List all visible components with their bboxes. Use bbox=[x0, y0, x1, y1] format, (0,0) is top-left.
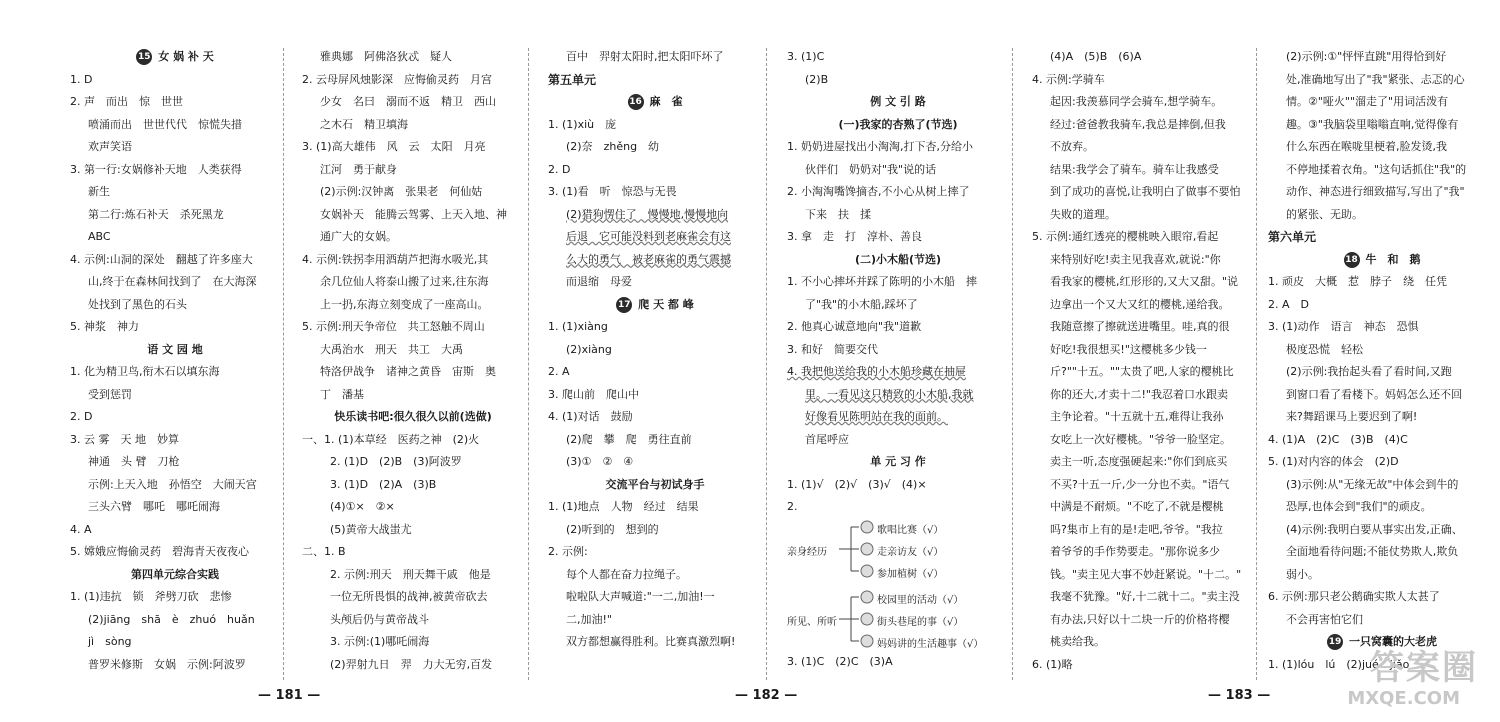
answer-line: 3. 示例:(1)哪吒闹海 bbox=[330, 635, 430, 648]
answer-line: 3. 第一行:女娲修补天地 人类获得 bbox=[70, 162, 242, 176]
answer-line: 了"我"的小木船,踩坏了 bbox=[805, 297, 918, 311]
section-title bbox=[787, 451, 1009, 474]
answer-line: 极度恐慌 轻松 bbox=[1286, 342, 1363, 356]
answer-line: 4. (1)A (2)C (3)B (4)C bbox=[1268, 432, 1408, 446]
answer-line: 你的还大,才卖十二!"我忍着口水跟卖 bbox=[1050, 387, 1228, 401]
answer-line: 女娲补天 能腾云驾雾、上天入地、神 bbox=[320, 207, 507, 221]
answer-line: 受到惩罚 bbox=[88, 387, 132, 401]
answer-line: 一位无所畏惧的战神,被黄帝砍去 bbox=[330, 590, 488, 603]
answer-line: 情。②"哑火""溜走了"用词活泼有 bbox=[1286, 95, 1449, 108]
answer-line: 神通 头 臂 刀枪 bbox=[88, 455, 180, 468]
answer-line: 5. 示例:刑天争帝位 共工怒触不周山 bbox=[302, 320, 485, 333]
page-number: — 182 — bbox=[735, 688, 798, 703]
answer-line: 3. (1)动作 语言 神态 恐惧 bbox=[1268, 320, 1419, 333]
section-title-text: (一)我家的杏熟了(节选) bbox=[838, 117, 958, 131]
unit-heading: 第六单元 bbox=[1268, 230, 1317, 244]
answer-column-2 bbox=[302, 46, 524, 676]
answer-line: 5. 嫦娥应悔偷灵药 碧海青天夜夜心 bbox=[70, 545, 249, 558]
lesson-number-badge: 16 bbox=[628, 94, 644, 110]
answer-line: 钱。"卖主见大事不妙赶紧说。"十二。" bbox=[1050, 567, 1242, 581]
answer-line: 处找到了黑色的石头 bbox=[88, 297, 187, 311]
answer-line: 好吃!我很想买!"这樱桃多少钱一 bbox=[1050, 342, 1207, 356]
answer-line: (2)B bbox=[805, 72, 829, 86]
answer-line: 2. bbox=[787, 500, 798, 513]
answer-line: 吗?集市上有的是!走吧,爷爷。"我拉 bbox=[1050, 522, 1223, 536]
answer-line: ABC bbox=[88, 230, 111, 243]
answer-line: 2. 示例: bbox=[548, 545, 588, 558]
answer-line: 1. 不小心摔坏并踩了陈明的小木船 摔 bbox=[787, 275, 977, 288]
lesson-number-badge: 17 bbox=[616, 297, 632, 313]
answer-line: 全面地看待问题;不能仗势欺人,欺负 bbox=[1286, 545, 1459, 558]
answer-line: 3. 和好 简要交代 bbox=[787, 342, 878, 356]
answer-line: 1. (1)xiàng bbox=[548, 320, 608, 333]
answer-line: 头颅后仍与黄帝战斗 bbox=[330, 612, 429, 626]
answer-line: (2)奈 zhěng 幼 bbox=[566, 140, 660, 153]
answer-line: 2. A D bbox=[1268, 297, 1309, 311]
answer-line: (2)示例:①"怦怦直跳"用得恰到好 bbox=[1286, 50, 1447, 63]
answer-line: 一、1. (1)本草经 医药之神 (2)火 bbox=[302, 432, 480, 446]
answer-line: 后退 它可能没料到老麻雀会有这 bbox=[566, 230, 731, 243]
answer-line: 的紧张、无助。 bbox=[1286, 207, 1363, 221]
section-title bbox=[70, 339, 280, 362]
answer-line: 之木石 精卫填海 bbox=[320, 117, 408, 131]
section-title bbox=[787, 249, 1009, 272]
answer-line: 2. 示例:刑天 刑天舞干戚 他是 bbox=[330, 567, 491, 581]
answer-line: 卖主一听,态度强硬起来:"你们到底买 bbox=[1050, 455, 1228, 468]
diagram-item: 参加植树（√） bbox=[877, 568, 944, 580]
answer-line: (2)jiāng shā è zhuó huǎn bbox=[88, 612, 255, 626]
diagram-group-label: 亲身经历 bbox=[787, 546, 827, 558]
person-icon bbox=[861, 521, 873, 533]
page-number: — 181 — bbox=[258, 688, 321, 703]
answer-line: 6. 示例:那只老公鹅确实欺人太甚了 bbox=[1268, 590, 1440, 603]
answer-line: 4. (1)对话 鼓励 bbox=[548, 410, 633, 423]
section-title bbox=[548, 294, 762, 317]
answer-line: 山,终于在森林间找到了 在大海深 bbox=[88, 275, 257, 288]
section-title bbox=[548, 91, 762, 114]
answer-line: 1. (1)地点 人物 经过 结果 bbox=[548, 500, 699, 513]
answer-line: 通广大的女娲。 bbox=[320, 230, 397, 243]
answer-line: 3. 拿 走 打 淳朴、善良 bbox=[787, 230, 922, 243]
answer-line: 2. (1)D (2)B (3)阿波罗 bbox=[330, 455, 462, 468]
lesson-number-badge: 19 bbox=[1327, 634, 1343, 650]
answer-line: 二,加油!" bbox=[566, 612, 612, 626]
answer-line: jì sòng bbox=[88, 635, 132, 648]
answer-line: 经过:爸爸教我骑车,我总是摔倒,但我 bbox=[1050, 117, 1226, 131]
answer-line: 主争论着。"十五就十五,难得让我孙 bbox=[1050, 410, 1224, 423]
section-title-text: (二)小木船(节选) bbox=[854, 252, 942, 266]
answer-line: 趣。③"我脑袋里嗡嗡直响,觉得像有 bbox=[1286, 117, 1459, 131]
answer-column-1 bbox=[70, 46, 280, 676]
answer-line: 不会再害怕它们 bbox=[1286, 612, 1363, 626]
answer-line: 看我家的樱桃,红形形的,又大又甜。"说 bbox=[1050, 275, 1239, 288]
answer-line: 每个人都在奋力拉绳子。 bbox=[566, 567, 687, 581]
answer-line: 1. 奶奶进屋找出小淘淘,打下杏,分给小 bbox=[787, 140, 973, 153]
diagram-item: 歌唱比赛（√） bbox=[877, 524, 944, 536]
answer-line: 女吃上一次好樱桃。"爷爷一脸坚定。 bbox=[1050, 432, 1232, 446]
answer-line: 1. (1)违抗 锁 斧劈刀砍 悲惨 bbox=[70, 590, 232, 603]
answer-line: 到窗口看了看楼下。妈妈怎么还不回 bbox=[1286, 387, 1462, 401]
answer-line: (2)羿射九日 羿 力大无穷,百发 bbox=[330, 657, 493, 671]
section-title bbox=[1268, 249, 1496, 272]
answer-line: 1. 化为精卫鸟,衔木石以填东海 bbox=[70, 365, 220, 378]
answer-line: 么大的勇气 被老麻雀的勇气震撼 bbox=[566, 252, 731, 266]
answer-line: 上一扔,东海立刻变成了一座高山。 bbox=[320, 297, 489, 311]
answer-line: 特洛伊战争 诸神之黄昏 宙斯 奥 bbox=[320, 365, 496, 378]
answer-line: 有办法,只好以十二块一斤的价格将樱 bbox=[1050, 612, 1230, 626]
answer-line: 少女 名曰 溺而不返 精卫 西山 bbox=[320, 95, 496, 108]
column-divider bbox=[1256, 48, 1257, 680]
answer-line: 动作、神态进行细致描写,写出了"我" bbox=[1286, 185, 1465, 198]
answer-line: 1. D bbox=[70, 72, 93, 86]
answer-line: 3. 云 雾 天 地 妙算 bbox=[70, 432, 179, 446]
diagram-item: 妈妈讲的生活趣事（√） bbox=[877, 638, 984, 650]
section-title bbox=[70, 46, 280, 69]
person-icon bbox=[861, 591, 873, 603]
answer-line: 来?舞蹈课马上要迟到了啊! bbox=[1286, 410, 1418, 423]
section-title-text: 例 文 引 路 bbox=[870, 95, 926, 108]
answer-line: 5. 神浆 神力 bbox=[70, 320, 139, 333]
answer-line: 2. A bbox=[548, 365, 570, 378]
answer-line: 3. (1)C bbox=[787, 50, 825, 63]
answer-line: 伙伴们 奶奶对"我"说的话 bbox=[805, 162, 937, 176]
answer-line: 1. (1)lóu lú (2)jué jiǎo bbox=[1268, 657, 1410, 671]
answer-line: 余几位仙人将泰山搬了过来,往东海 bbox=[320, 275, 489, 288]
answer-line: 2. D bbox=[548, 162, 571, 176]
answer-line: 4. 示例:铁拐李用酒葫芦把海水吸光,其 bbox=[302, 252, 489, 266]
answer-line: 百中 羿射太阳时,把太阳吓坏了 bbox=[566, 50, 724, 63]
section-title-text: 快乐读书吧:很久很久以前(选做) bbox=[334, 410, 492, 423]
answer-line: (4)示例:我明白要从事实出发,正确、 bbox=[1286, 522, 1463, 536]
answer-line: 雅典娜 阿佛洛狄忒 疑人 bbox=[320, 50, 452, 63]
answer-line: 二、1. B bbox=[302, 545, 346, 558]
person-icon bbox=[861, 635, 873, 647]
answer-line: 边拿出一个又大又红的樱桃,递给我。 bbox=[1050, 297, 1230, 311]
answer-line: 3. 爬山前 爬山中 bbox=[548, 387, 639, 401]
answer-line: 欢声笑语 bbox=[88, 140, 132, 153]
answer-line: 2. 小淘淘嘴馋摘杏,不小心从树上摔了 bbox=[787, 185, 970, 198]
answer-line: 4. 我把他送给我的小木船珍藏在抽屉 bbox=[787, 365, 966, 378]
diagram-item: 街头巷尾的事（√） bbox=[877, 616, 964, 628]
watermark-url: MXQE.COM bbox=[1347, 688, 1460, 709]
watermark: 答案圈 bbox=[1370, 648, 1478, 688]
lesson-number-badge: 15 bbox=[136, 49, 152, 65]
answer-line: 4. A bbox=[70, 522, 92, 536]
answer-line: (2)xiàng bbox=[566, 342, 612, 356]
answer-line: 我随意擦了擦就送进嘴里。哇,真的很 bbox=[1050, 320, 1230, 333]
section-title bbox=[70, 564, 280, 587]
answer-column-3 bbox=[548, 46, 762, 654]
answer-line: 弱小。 bbox=[1286, 567, 1319, 581]
answer-line: 3. (1)看 听 惊恐与无畏 bbox=[548, 185, 677, 198]
diagram-item: 走亲访友（√） bbox=[877, 546, 944, 558]
answer-line: (2)爬 攀 爬 勇往直前 bbox=[566, 432, 692, 446]
answer-line: 喷涌而出 世世代代 惊慌失措 bbox=[88, 117, 242, 131]
answer-line: 第二行:炼石补天 杀死黑龙 bbox=[88, 207, 224, 221]
section-title-text: 交流平台与初试身手 bbox=[605, 477, 705, 491]
answer-line: 双方都想赢得胜利。比赛真激烈啊! bbox=[566, 635, 736, 648]
answer-line: (4)①× ②× bbox=[330, 500, 395, 513]
section-title-text: 麻 雀 bbox=[649, 95, 683, 108]
column-divider bbox=[528, 48, 529, 680]
answer-line: (2)示例:我抬起头看了看时间,又跑 bbox=[1286, 365, 1452, 378]
answer-line: 1. 顽皮 大概 惹 脖子 绕 任凭 bbox=[1268, 275, 1447, 288]
answer-line: 3. (1)C (2)C (3)A bbox=[787, 654, 893, 668]
answer-line: 首尾呼应 bbox=[805, 432, 849, 446]
answer-line: (4)A (5)B (6)A bbox=[1050, 50, 1142, 63]
answer-line: 中满是不耐烦。"不吃了,不就是樱桃 bbox=[1050, 500, 1224, 513]
column-divider bbox=[283, 48, 284, 680]
answer-line: (3)示例:从"无缘无故"中体会到牛的 bbox=[1286, 477, 1459, 491]
section-title-text: 第四单元综合实践 bbox=[131, 567, 219, 581]
section-title-text: 女 娲 补 天 bbox=[158, 50, 214, 63]
answer-line: 4. 示例:山洞的深处 翻越了许多座大 bbox=[70, 252, 253, 266]
answer-line: (5)黄帝大战蚩尤 bbox=[330, 522, 412, 536]
diagram-group-label: 所见、所听 bbox=[787, 616, 837, 628]
answer-line: 下来 扶 揉 bbox=[805, 207, 871, 221]
answer-line: 我毫不犹豫。"好,十二就十二。"卖主没 bbox=[1050, 590, 1240, 603]
answer-line: 里。一看见这只精致的小木船,我就 bbox=[805, 387, 974, 401]
person-icon bbox=[861, 543, 873, 555]
answer-line: 3. (1)高大雄伟 风 云 太阳 月亮 bbox=[302, 140, 486, 153]
answer-line: 4. 示例:学骑车 bbox=[1032, 72, 1105, 86]
answer-line: 桃卖给我。 bbox=[1050, 635, 1105, 648]
answer-line: 1. (1)√ (2)√ (3)√ (4)× bbox=[787, 477, 927, 491]
answer-line: 三头六臂 哪吒 哪吒闹海 bbox=[88, 500, 220, 513]
section-title bbox=[302, 406, 524, 429]
answer-line: 而退缩 母爱 bbox=[566, 275, 632, 288]
answer-line: (2)示例:汉钟离 张果老 何仙姑 bbox=[320, 185, 483, 198]
answer-line: 5. 示例:通红透亮的樱桃映入眼帘,看起 bbox=[1032, 230, 1219, 243]
section-title bbox=[548, 474, 762, 497]
answer-line: 3. (1)D (2)A (3)B bbox=[330, 477, 437, 491]
answer-line: 不放弃。 bbox=[1050, 140, 1094, 153]
answer-line: 5. (1)对内容的体会 (2)D bbox=[1268, 455, 1399, 468]
answer-line: 好像看见陈明站在我的面前。 bbox=[805, 410, 948, 423]
person-icon bbox=[861, 565, 873, 577]
section-title-text: 一只窝囊的大老虎 bbox=[1349, 635, 1437, 648]
answer-line: 来特别好吃!卖主见我喜欢,就说:"你 bbox=[1050, 252, 1221, 266]
answer-line: 不买?十五一斤,少一分也不卖。"语气 bbox=[1050, 477, 1230, 491]
answer-line: 大禹治水 刑天 共工 大禹 bbox=[320, 342, 463, 356]
diagram-item: 校园里的活动（√） bbox=[877, 594, 964, 606]
answer-line: 恐厚,也体会到"我们"的顽皮。 bbox=[1286, 500, 1432, 513]
section-title-text: 单 元 习 作 bbox=[870, 455, 926, 468]
answer-line: 示例:上天入地 孙悟空 大闹天宫 bbox=[88, 477, 257, 491]
answer-line: 失败的道理。 bbox=[1050, 207, 1116, 221]
answer-line: 江河 勇于献身 bbox=[320, 162, 397, 176]
column-divider bbox=[1012, 48, 1013, 680]
answer-line: 着爷爷的手作势要走。"那你说多少 bbox=[1050, 545, 1221, 558]
section-title-text: 爬 天 都 峰 bbox=[638, 297, 694, 311]
lesson-number-badge: 18 bbox=[1344, 252, 1360, 268]
section-title-text: 牛 和 鹅 bbox=[1365, 252, 1421, 266]
section-title bbox=[787, 114, 1009, 137]
unit-heading: 第五单元 bbox=[548, 72, 597, 87]
section-title bbox=[787, 91, 1009, 114]
answer-line: (2)听到的 想到的 bbox=[566, 522, 659, 536]
person-icon bbox=[861, 613, 873, 625]
section-title-text: 语 文 园 地 bbox=[147, 342, 203, 356]
answer-line: 不停地揉着衣角。"这句话抓住"我"的 bbox=[1286, 162, 1467, 176]
answer-line: 丁 潘基 bbox=[320, 387, 364, 401]
answer-line: 啦啦队大声喊道:"一二,加油!一 bbox=[566, 590, 715, 603]
answer-line: 2. 他真心诚意地向"我"道歉 bbox=[787, 320, 922, 333]
answer-line: 斤?""十五。""太贵了吧,人家的樱桃比 bbox=[1050, 365, 1234, 378]
answer-line: 2. 声 而出 惊 世世 bbox=[70, 95, 183, 108]
answer-column-6 bbox=[1268, 46, 1496, 676]
answer-line: 到了成功的喜悦,让我明白了做事不要怕 bbox=[1050, 185, 1241, 198]
answer-line: 结果:我学会了骑车。骑车让我感受 bbox=[1050, 162, 1219, 176]
answer-line: 6. (1)略 bbox=[1032, 657, 1073, 671]
answer-column-4 bbox=[787, 46, 1009, 673]
answer-line: 2. 云母屏风烛影深 应悔偷灵药 月宫 bbox=[302, 72, 492, 86]
answer-line: 起因:我羡慕同学会骑车,想学骑车。 bbox=[1050, 95, 1223, 108]
answer-line: 新生 bbox=[88, 185, 110, 198]
answer-line: 普罗米修斯 女娲 示例:阿波罗 bbox=[88, 657, 246, 671]
answer-line: 处,准确地写出了"我"紧张、忐忑的心 bbox=[1286, 72, 1465, 86]
answer-line: (3)① ② ④ bbox=[566, 455, 634, 468]
answer-line: (2)猎狗愣住了 慢慢地,慢慢地向 bbox=[566, 207, 729, 221]
answer-column-5 bbox=[1032, 46, 1254, 676]
column-divider bbox=[766, 48, 767, 680]
writing-topic-diagram bbox=[787, 519, 1009, 651]
answer-line: 1. (1)xiù 庞 bbox=[548, 117, 617, 131]
page-number: — 183 — bbox=[1208, 688, 1271, 703]
answer-line: 什么东西在喉咙里梗着,脸发烫,我 bbox=[1286, 140, 1447, 153]
answer-line: 2. D bbox=[70, 410, 93, 423]
